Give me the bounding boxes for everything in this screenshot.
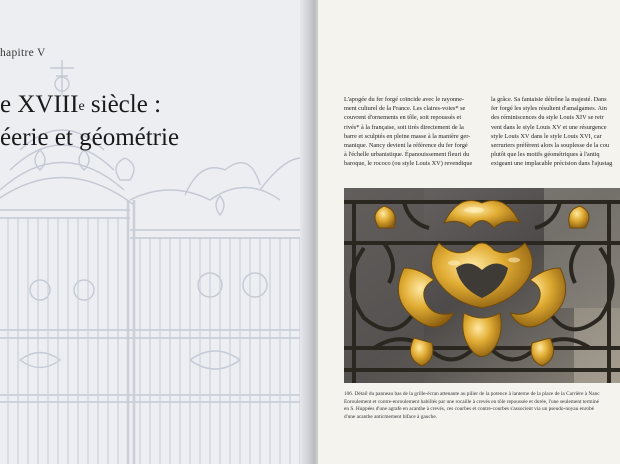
text-line: la grâce. Sa fantaisie détrône la majesté. Dans xyxy=(491,96,607,103)
title-superscript: e xyxy=(78,99,85,114)
text-line: L'apogée du fer forgé coïncide avec le rayonne- xyxy=(344,96,465,103)
body-text-column-2 xyxy=(491,95,620,169)
chapter-heading: hapitre V xyxy=(0,47,46,59)
text-line: serruriers préfèrent alors la souplesse de la cou xyxy=(491,142,610,150)
caption-line: 106. Détail du panneau bas de la grille-écran attenante au pilier de la potence à lanterne de la place de la Carrière à Nanc xyxy=(344,391,600,397)
text-line: des réminiscences du style Louis XIV se retr xyxy=(491,114,604,122)
title-text-end: siècle : xyxy=(84,91,162,118)
text-line: ment culturel de la France. Les claires-voies* se xyxy=(344,105,466,113)
text-line: fer forgé les styles résultent d'amalgames. Ain xyxy=(491,105,607,113)
text-line: plutôt que les motifs géométriques à l'antiq xyxy=(491,151,600,159)
caption-line: en S. Huppées d'une agrafe en acanthe à crevés, ces courbes et contre-courbes s'associent via un pseudo-noyau enrobé xyxy=(344,406,595,412)
chapter-title xyxy=(0,88,179,154)
text-line: manique. Nancy devient la référence du fer forgé xyxy=(344,142,468,150)
caption-line: Enroulement et contre-enroulement habillés par une rocaille à crevés en tôle repoussée et dorée, l'une seulement terminé xyxy=(344,398,599,405)
gilded-ironwork-photo xyxy=(344,188,620,383)
text-line: style Louis XV dans le style Louis XVI, car xyxy=(491,132,602,140)
text-line: à l'échelle urbanistique. Épanouissement fleuri du xyxy=(344,151,470,159)
text-line: couvrent d'ornements en tôle, soit repoussés et xyxy=(344,114,462,122)
caption-line: d'une acanthe anticmement biface à gauche. xyxy=(344,413,438,420)
chapter-title-line-1 xyxy=(0,88,179,121)
chapter-title-line-2: éerie et géométrie xyxy=(0,124,180,151)
text-line: vent dans le style Louis XV et une résurgence xyxy=(491,123,607,131)
text-line: exigeant une implacable précision dans l'ajustag xyxy=(491,160,613,168)
title-text: e XVIII xyxy=(0,91,79,118)
text-line: barre et sculptés en pleine masse à la manière ger- xyxy=(344,132,471,140)
text-line: baroque, le rococo (ou style Louis XV) revendique xyxy=(344,160,473,168)
text-line: rivés* à la française, soit tirés directement de la xyxy=(344,123,464,131)
body-text-column-1 xyxy=(344,95,486,169)
figure-caption xyxy=(344,391,620,421)
